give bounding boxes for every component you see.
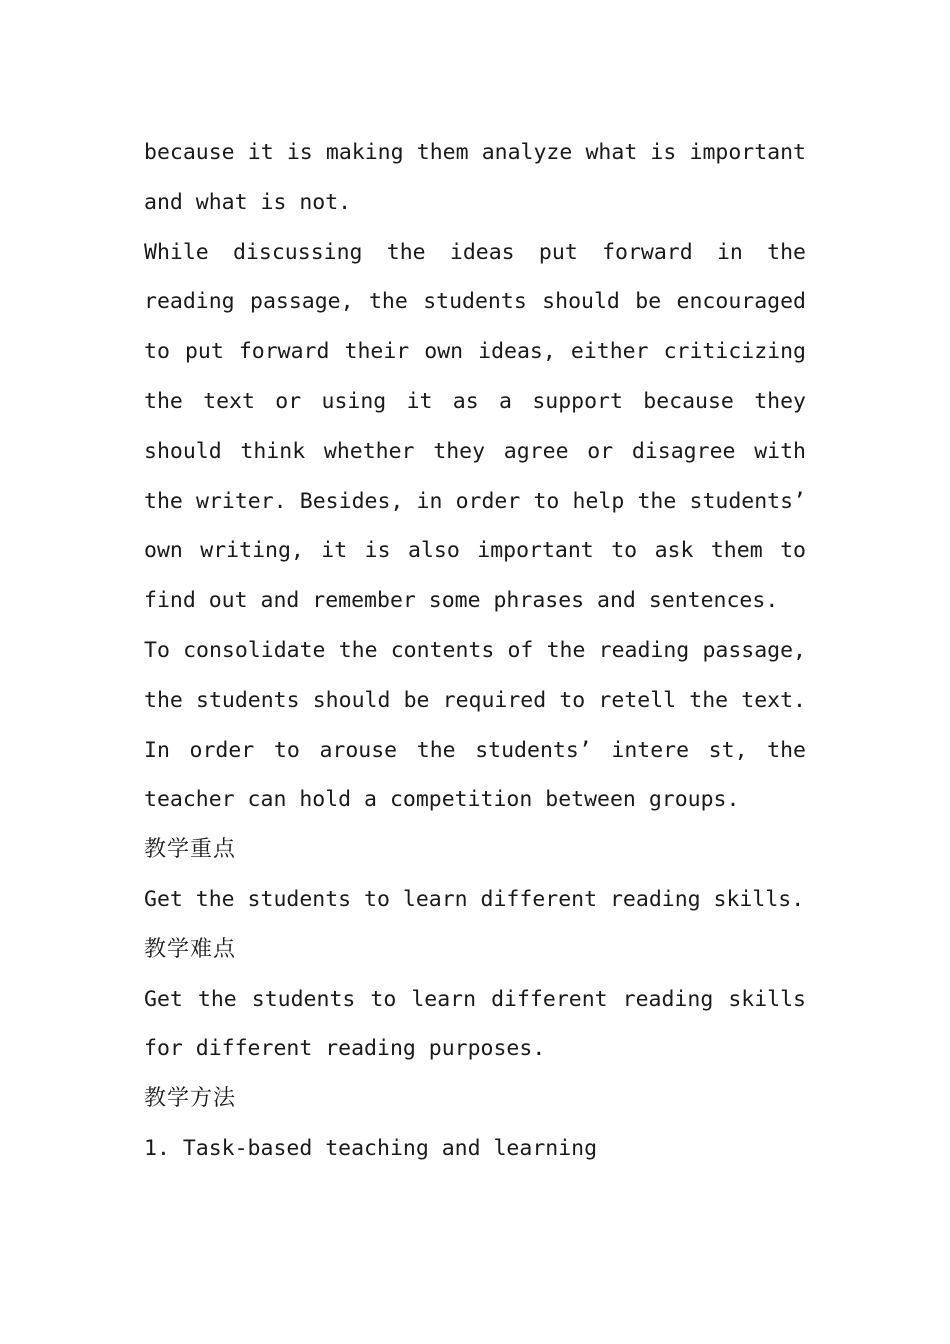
paragraph-continuation: because it is making them analyze what is important and what is not. (144, 140, 806, 215)
paragraph-consolidation: To consolidate the contents of the reading passage, the students should be required to retell the text. In order to arouse the students’ intere st, the teacher can hold a competition between groups. (144, 637, 806, 813)
heading-key-points: 教学重点 (144, 837, 237, 863)
heading-difficulties: 教学难点 (144, 936, 237, 962)
difficulties-text: Get the students to learn different reading skills for different reading purposes. (144, 986, 806, 1062)
key-points-text: Get the students to learn different reading skills. (144, 886, 805, 912)
heading-teaching-methods: 教学方法 (144, 1086, 237, 1112)
document-body (144, 128, 806, 1174)
paragraph-discussion: While discussing the ideas put forward in the reading passage, the students should be encouraged to put forward their own ideas, either criticizing the text or using it as a support because they should think whether they agree or disagree with the writer. Besides, in order to help the students’ own writing, it is also important to ask them to find out and remember some phrases and sentences. (144, 239, 806, 614)
teaching-method-item: 1. Task-based teaching and learning (144, 1135, 598, 1161)
